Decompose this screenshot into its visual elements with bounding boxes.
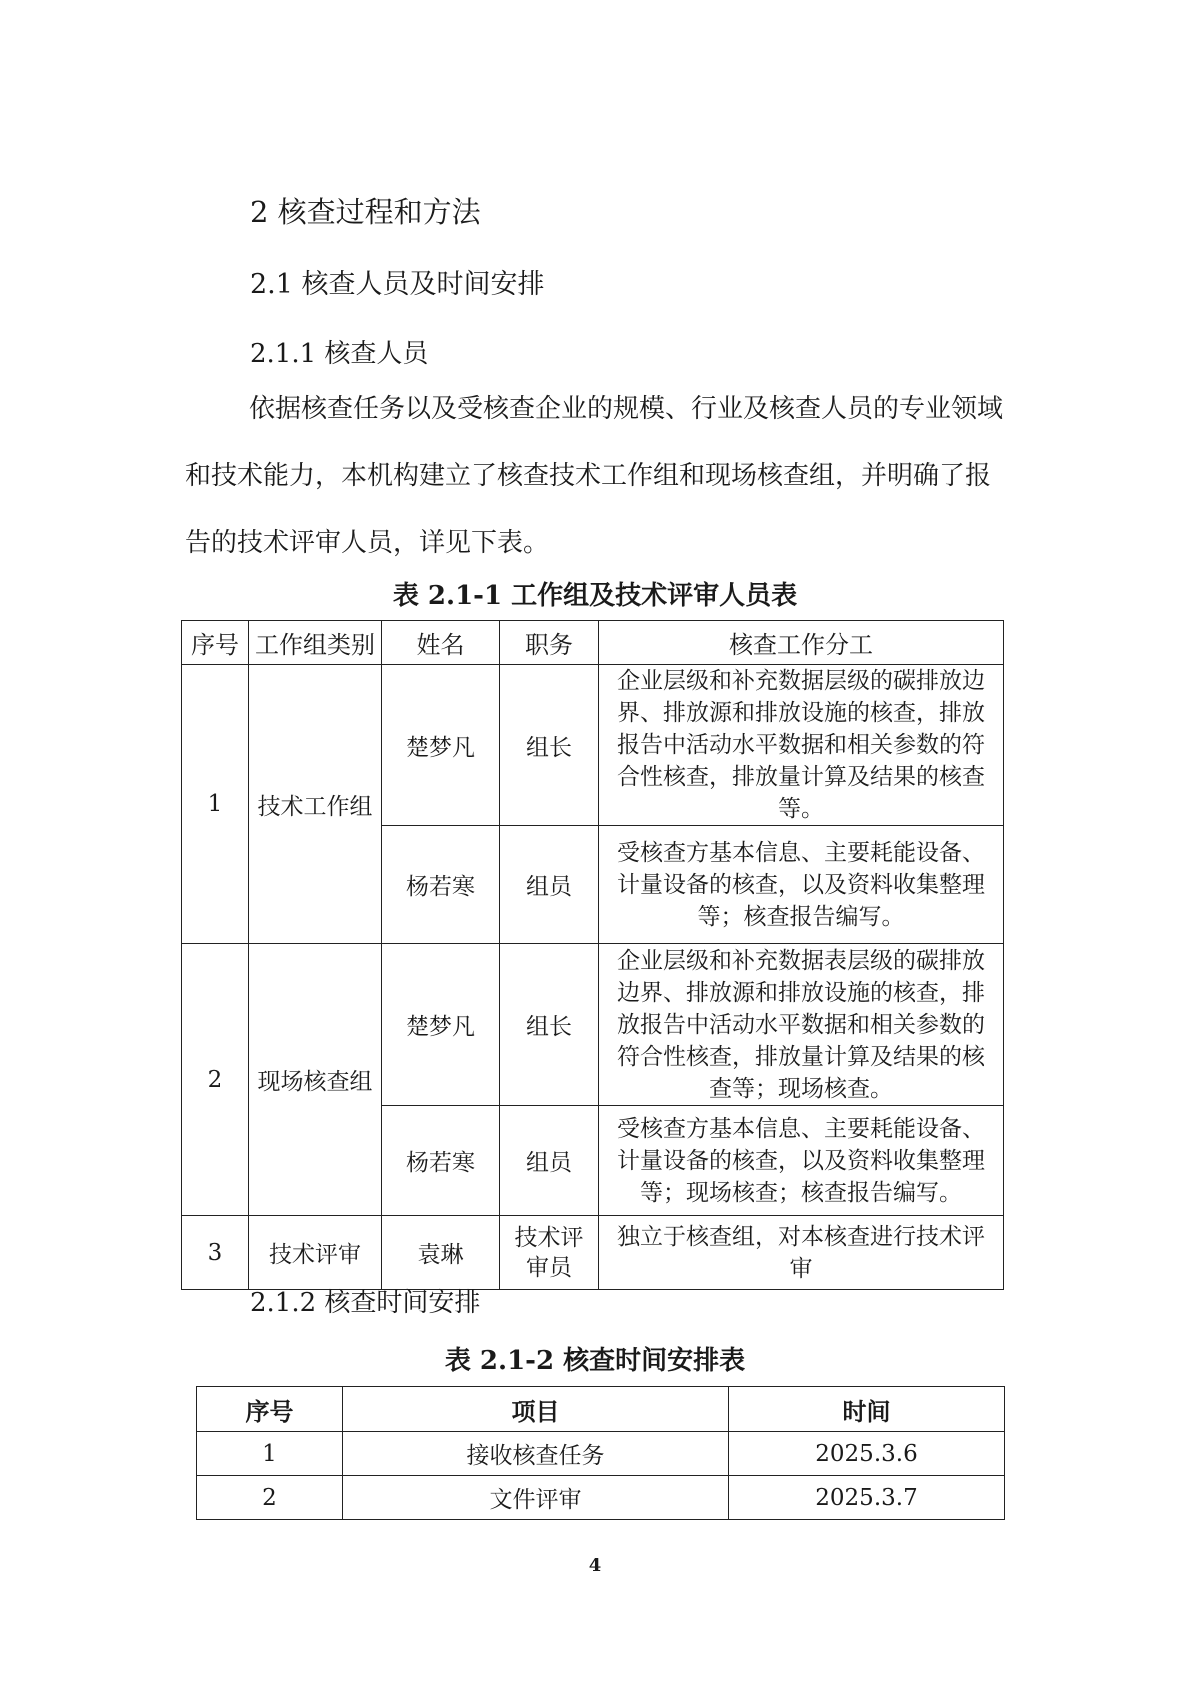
- cell-name: 楚梦凡: [382, 944, 500, 1106]
- cell-role: 组长: [500, 944, 599, 1106]
- cell-no: 1: [182, 665, 249, 944]
- cell-duty: 受核查方基本信息、主要耗能设备、计量设备的核查，以及资料收集整理等；核查报告编写。: [599, 826, 1004, 944]
- cell-item: 文件评审: [343, 1476, 729, 1520]
- cell-no: 2: [197, 1476, 343, 1520]
- table-row: [182, 665, 1004, 826]
- table-row: [182, 944, 1004, 1106]
- cell-role: 组员: [500, 826, 599, 944]
- cell-no: 2: [182, 944, 249, 1216]
- cell-name: 杨若寒: [382, 1106, 500, 1216]
- cell-name: 杨若寒: [382, 826, 500, 944]
- table-row: [197, 1476, 1005, 1520]
- cell-duty: 独立于核查组，对本核查进行技术评审: [599, 1216, 1004, 1290]
- subsection-heading: 2.1 核查人员及时间安排: [250, 269, 545, 300]
- header-duty: 核查工作分工: [599, 621, 1004, 665]
- header-time: 时间: [729, 1387, 1005, 1432]
- subsubsection-heading-schedule: 2.1.2 核查时间安排: [250, 1288, 481, 1318]
- cell-category: 技术评审: [249, 1216, 382, 1290]
- table-header-row: [197, 1387, 1005, 1432]
- header-item: 项目: [343, 1387, 729, 1432]
- table1-caption: 表 2.1-1 工作组及技术评审人员表: [392, 581, 798, 611]
- cell-role: 组长: [500, 665, 599, 826]
- cell-time: 2025.3.6: [729, 1432, 1005, 1476]
- cell-role: 技术评审员: [500, 1216, 599, 1290]
- header-role: 职务: [500, 621, 599, 665]
- cell-name: 楚梦凡: [382, 665, 500, 826]
- cell-role: 组员: [500, 1106, 599, 1216]
- cell-time: 2025.3.7: [729, 1476, 1005, 1520]
- cell-duty: 企业层级和补充数据层级的碳排放边界、排放源和排放设施的核查，排放报告中活动水平数据和相关参数的符合性核查，排放量计算及结果的核查等。: [599, 665, 1004, 826]
- cell-category: 现场核查组: [249, 944, 382, 1216]
- cell-name: 袁琳: [382, 1216, 500, 1290]
- personnel-table: [181, 620, 1004, 1290]
- cell-duty: 企业层级和补充数据表层级的碳排放边界、排放源和排放设施的核查，排放报告中活动水平数据和相关参数的符合性核查，排放量计算及结果的核查等；现场核查。: [599, 944, 1004, 1106]
- table2-caption: 表 2.1-2 核查时间安排表: [444, 1346, 746, 1376]
- header-no: 序号: [197, 1387, 343, 1432]
- table-header-row: [182, 621, 1004, 665]
- header-no: 序号: [182, 621, 249, 665]
- table-row: [182, 1216, 1004, 1290]
- header-category: 工作组类别: [249, 621, 382, 665]
- section-heading: 2 核查过程和方法: [250, 195, 481, 229]
- cell-no: 1: [197, 1432, 343, 1476]
- intro-paragraph: 依据核查任务以及受核查企业的规模、行业及核查人员的专业领域和技术能力，本机构建立了核查技术工作组和现场核查组，并明确了报告的技术评审人员，详见下表。: [185, 394, 1004, 558]
- schedule-table: [196, 1386, 1005, 1520]
- page-number: 4: [588, 1555, 602, 1576]
- subsubsection-heading-personnel: 2.1.1 核查人员: [250, 339, 429, 369]
- cell-duty: 受核查方基本信息、主要耗能设备、计量设备的核查，以及资料收集整理等；现场核查；核查报告编写。: [599, 1106, 1004, 1216]
- cell-no: 3: [182, 1216, 249, 1290]
- header-name: 姓名: [382, 621, 500, 665]
- table-row: [197, 1432, 1005, 1476]
- cell-category: 技术工作组: [249, 665, 382, 944]
- cell-item: 接收核查任务: [343, 1432, 729, 1476]
